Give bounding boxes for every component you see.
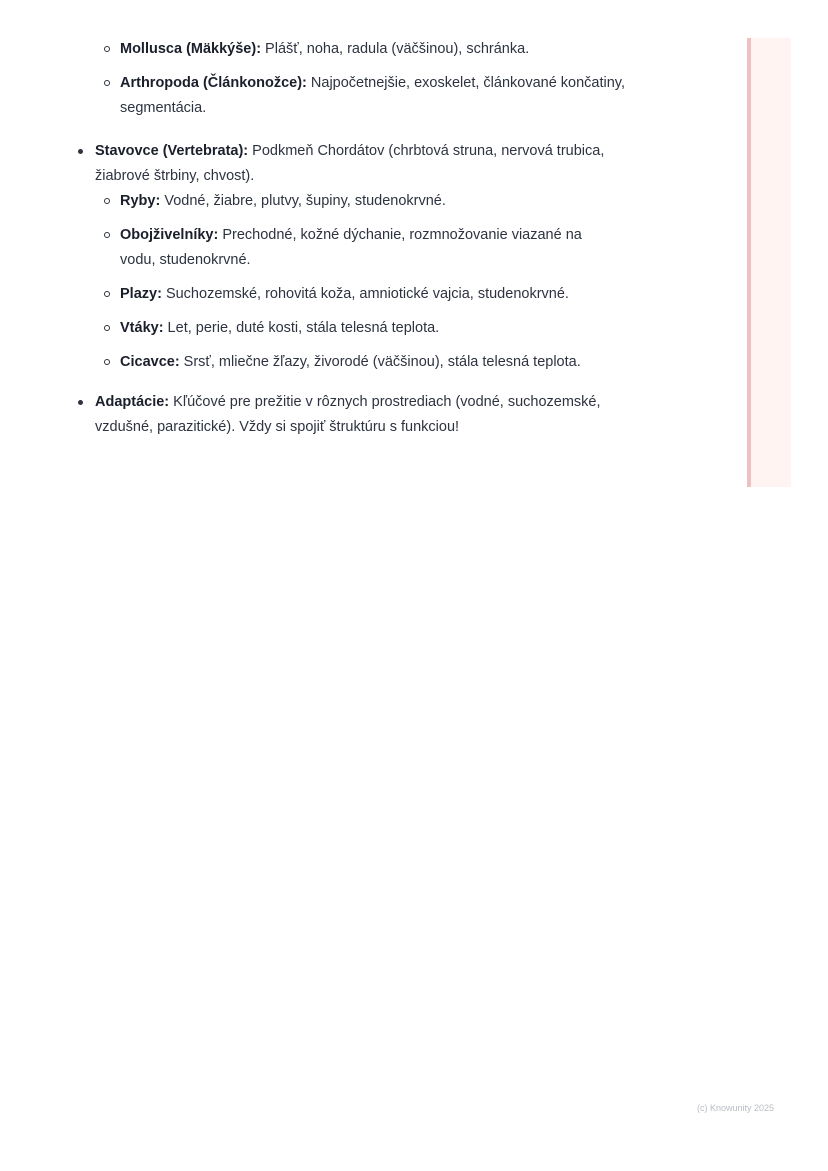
hollow-bullet-icon [104,46,110,52]
main-list [0,139,700,440]
vertebrate-sublist [95,189,620,375]
hollow-bullet-icon [104,232,110,238]
side-note-panel [747,38,791,487]
list-item-obojzivelniky: Obojživelníky: Prechodné, kožné dýchanie, rozmnožovanie viazané na vodu, studenokrvné. [95,223,620,273]
hollow-bullet-icon [104,359,110,365]
hollow-bullet-icon [104,325,110,331]
list-item-arthropoda: Arthropoda (Článkonožce): Najpočetnejšie, exoskelet, článkované končatiny, segmentácia. [95,71,655,121]
list-item-adaptacie: Adaptácie: Kľúčové pre prežitie v rôznych prostrediach (vodné, suchozemské, vzdušné, parazitické). Vždy si spojiť štruktúru s funkciou! [0,390,700,440]
list-item-vtaky: Vtáky: Let, perie, duté kosti, stála telesná teplota. [95,316,620,341]
list-item-ryby: Ryby: Vodné, žiabre, plutvy, šupiny, studenokrvné. [95,189,620,214]
continued-sublist [95,37,655,121]
list-item-cicavce: Cicavce: Srsť, mliečne žľazy, živorodé (väčšinou), stála telesná teplota. [95,350,620,375]
hollow-bullet-icon [104,291,110,297]
list-item-stavovce: Stavovce (Vertebrata): Podkmeň Chordátov (chrbtová struna, nervová trubica, žiabrové štrbiny, chvost). Ryby: Vodné, žiabre, plutvy, šupiny, studenokrvné. Obojživelníky: Prechodné, kožné dýchanie, rozmnožovanie viazané na vodu, studenokrvné. Plazy: Suchozemské, rohovitá koža, amniotické vajcia, studenokrvné. Vtáky: Let, perie, duté kosti, stála telesná teplota. Cicavce: Srsť, mliečne žľazy, živorodé (väčšinou), stála telesná teplota. [0,139,700,375]
bullet-icon [78,149,83,154]
list-item-plazy: Plazy: Suchozemské, rohovitá koža, amniotické vajcia, studenokrvné. [95,282,620,307]
list-item-mollusca: Mollusca (Mäkkýše): Plášť, noha, radula (väčšinou), schránka. [95,37,655,62]
bullet-icon [78,400,83,405]
hollow-bullet-icon [104,80,110,86]
hollow-bullet-icon [104,198,110,204]
copyright-footer: (c) Knowunity 2025 [697,1103,775,1113]
